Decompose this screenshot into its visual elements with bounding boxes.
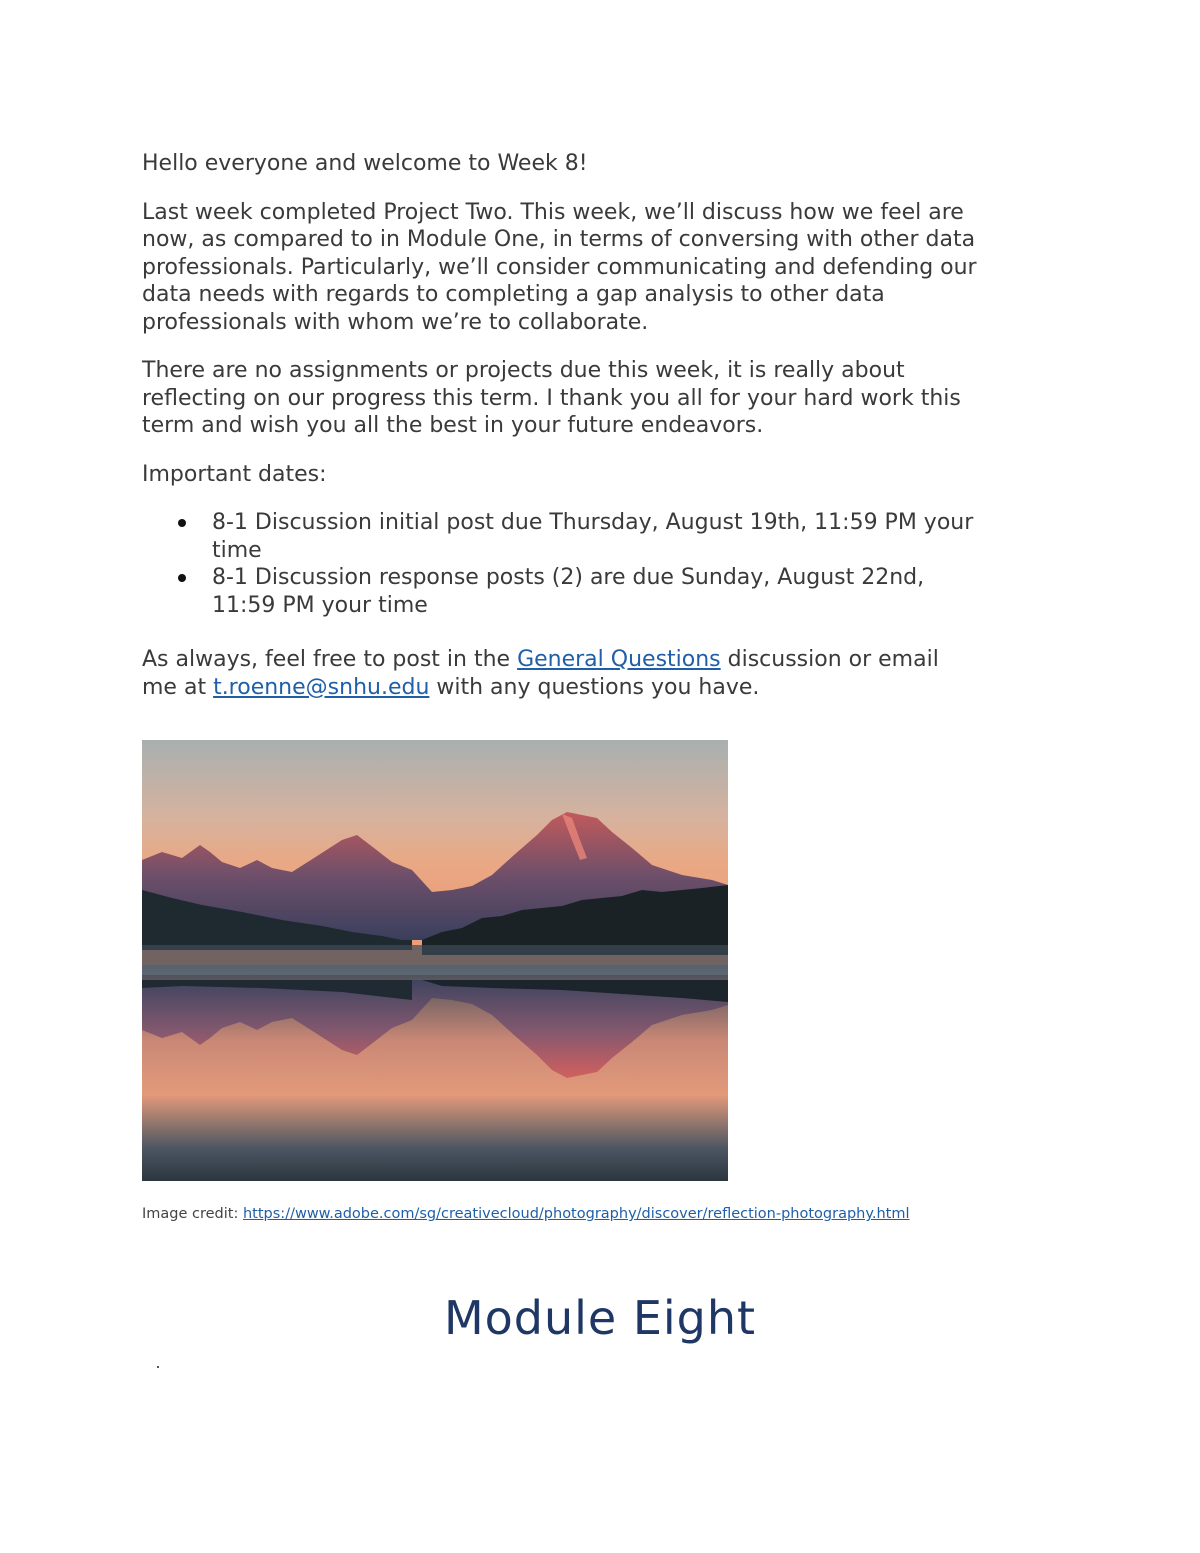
list-item [142, 509, 1072, 564]
closing-paragraph [142, 646, 1072, 701]
important-dates-list [142, 509, 1072, 619]
intro-paragraph: Last week completed Project Two. This week, we’ll discuss how we feel are now, as compared to in Module One, in terms of conversing with other data professionals. Particularly, we’ll consider communicating and defending our data needs with regards to completing a gap analysis to other data professionals with whom we’re to collaborate. [142, 199, 977, 335]
bullet-icon [178, 574, 186, 582]
email-link[interactable]: t.roenne@snhu.edu [213, 674, 430, 700]
bullet-icon [178, 519, 186, 527]
general-questions-link[interactable]: General Questions [517, 647, 721, 672]
greeting-paragraph: Hello everyone and welcome to Week 8! [142, 151, 588, 176]
stray-dot [157, 1366, 159, 1368]
note-paragraph: There are no assignments or projects due this week, it is really about reflecting on our progress this term. I thank you all for your hard work this term and wish you all the best in your future endeavors. [142, 358, 961, 438]
module-title: Module Eight [443, 1291, 757, 1345]
image-credit-label: Image credit: [142, 1206, 243, 1222]
important-dates-label: Important dates: [142, 461, 327, 487]
mountain-reflection-photo [142, 740, 728, 1181]
document-body [142, 150, 1072, 701]
list-item [142, 564, 1072, 619]
closing-text: As always, feel free to post in the [142, 647, 518, 672]
closing-text: me at [142, 674, 214, 700]
date-item-text: 8-1 Discussion initial post due Thursday, August 19th, 11:59 PM your time [212, 510, 974, 563]
image-credit-link[interactable]: https://www.adobe.com/sg/creativecloud/photography/discover/reflection-photography.html [242, 1206, 910, 1222]
closing-text: discussion or email [720, 647, 939, 672]
image-credit [142, 1205, 910, 1223]
closing-text: with any questions you have. [429, 674, 760, 700]
date-item-text: 8-1 Discussion response posts (2) are due Sunday, August 22nd, 11:59 PM your time [212, 565, 925, 618]
